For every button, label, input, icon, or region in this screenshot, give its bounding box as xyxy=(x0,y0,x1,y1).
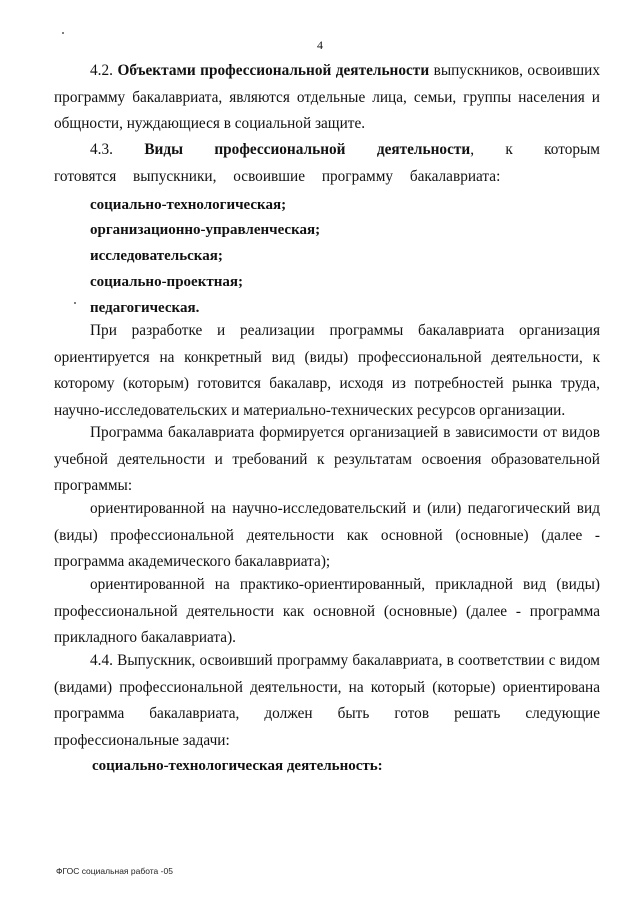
scan-speck xyxy=(62,32,64,34)
paragraph-4-3 xyxy=(54,137,600,190)
footer-label: ФГОС социальная работа -05 xyxy=(56,866,173,876)
activity-type-item: социально-проектная; xyxy=(90,274,243,290)
paragraph-program-formed-text: Программа бакалавриата формируется организацией в зависимости от видов учебной деятельности и требований к результатам освоения образовательной программы: xyxy=(54,424,600,494)
activity-type-item: организационно-управленческая; xyxy=(90,222,321,238)
paragraph-4-2-number: 4.2. xyxy=(90,62,113,79)
paragraph-orientation-text: При разработке и реализации программы бакалавриата организация ориентируется на конкретный вид (виды) профессиональной деятельности, к которому (которым) готовится бакалавр, исходя из потребностей рынка труда, научно-исследовательских и материально-технических ресурсов организации. xyxy=(54,322,600,419)
activity-type-item: педагогическая. xyxy=(90,300,200,316)
paragraph-4-2-text: выпускников, освоивших программу бакалавриата, являются отдельные лица, семьи, группы населения и общности, нуждающиеся в социальной защите. xyxy=(54,62,600,132)
paragraph-4-4 xyxy=(54,648,600,754)
activity-type-item: исследовательская; xyxy=(90,248,223,264)
activity-type-item: социально-технологическая; xyxy=(90,197,287,213)
paragraph-applied-text: ориентированной на практико-ориентированный, прикладной вид (виды) профессиональной деятельности как основной (основные) (далее - программа прикладного бакалавриата). xyxy=(54,576,600,646)
paragraph-academic-text: ориентированной на научно-исследовательский и (или) педагогический вид (виды) профессиональной деятельности как основной (основные) (далее - программа академического бакалавриата); xyxy=(54,500,600,570)
paragraph-4-3-bold: Виды профессиональной деятельности xyxy=(144,141,471,158)
paragraph-academic xyxy=(54,496,600,576)
heading-social-tech-activity: социально-технологическая деятельность: xyxy=(92,758,383,774)
paragraph-program-formed xyxy=(54,420,600,500)
paragraph-orientation xyxy=(54,318,600,424)
paragraph-4-2-bold: Объектами профессиональной деятельности xyxy=(117,62,430,79)
paragraph-4-3-text: , к которым готовятся выпускники, освоившие программу бакалавриата: xyxy=(54,141,600,185)
scan-speck xyxy=(74,302,76,304)
paragraph-4-3-number: 4.3. xyxy=(90,141,113,158)
page-number: 4 xyxy=(317,38,323,52)
paragraph-4-4-text: 4.4. Выпускник, освоивший программу бакалавриата, в соответствии с видом (видами) профессиональной деятельности, на который (которые) ориентирована программа бакалавриата, должен быть готов решать следующие профессиональные задачи: xyxy=(54,652,600,749)
paragraph-4-2 xyxy=(54,58,600,138)
paragraph-applied xyxy=(54,572,600,652)
